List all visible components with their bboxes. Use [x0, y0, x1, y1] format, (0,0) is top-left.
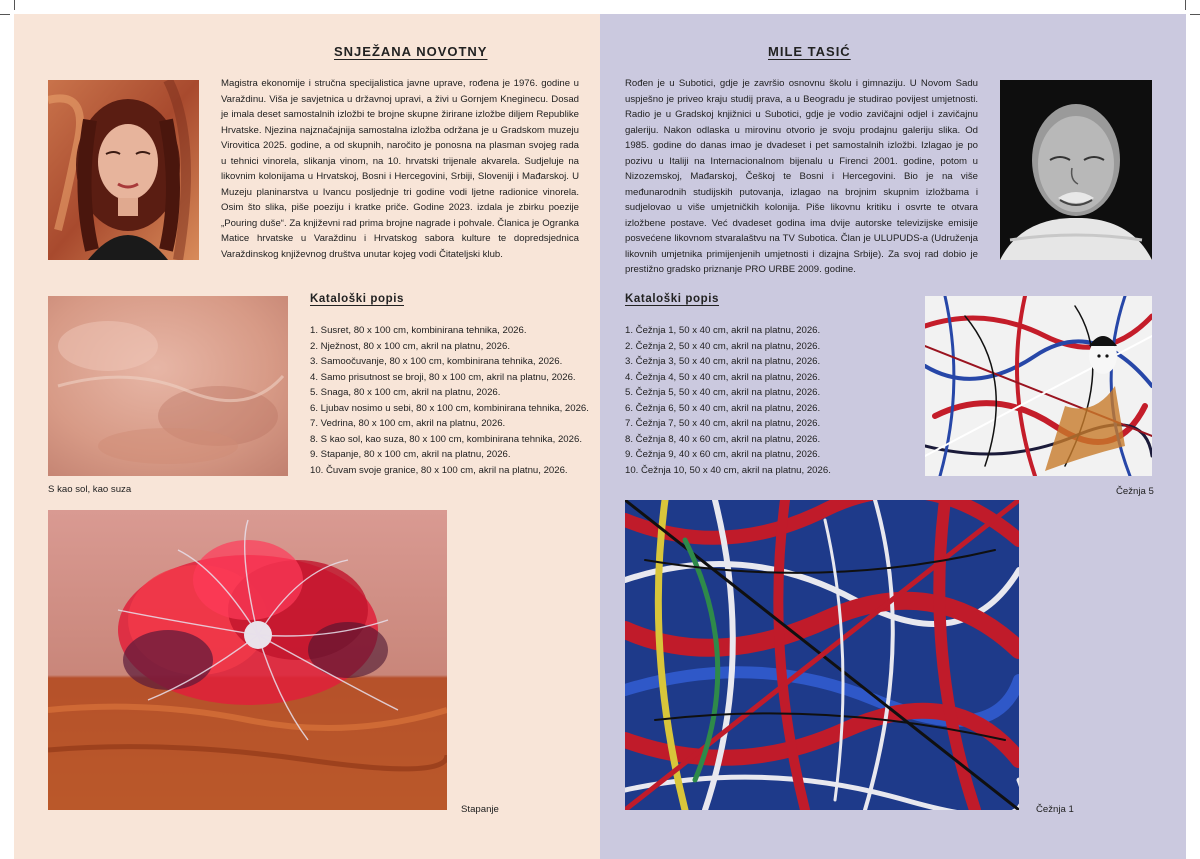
catalog-item: 10. Čežnja 10, 50 x 40 cm, akril na platnu, 2026.: [625, 464, 831, 476]
author-name-left: SNJEŽANA NOVOTNY: [334, 44, 488, 59]
catalog-item: 5. Čežnja 5, 50 x 40 cm, akril na platnu, 2026.: [625, 387, 821, 398]
author-portrait-left: [48, 80, 199, 260]
caption-stapanje: Stapanje: [461, 804, 499, 815]
catalog-item: 6. Čežnja 6, 50 x 40 cm, akril na platnu, 2026.: [625, 402, 821, 414]
catalog-item: 7. Vedrina, 80 x 100 cm, akril na platnu, 2026.: [310, 418, 506, 429]
author-portrait-right: [1000, 80, 1152, 260]
catalog-item: 1. Susret, 80 x 100 cm, kombinirana tehnika, 2026.: [310, 325, 527, 336]
crop-mark: [1190, 14, 1200, 15]
catalog-item: 3. Čežnja 3, 50 x 40 cm, akril na platnu, 2026.: [625, 356, 821, 367]
catalog-list-right: [625, 323, 910, 478]
catalog-item: 10. Čuvam svoje granice, 80 x 100 cm, akril na platnu, 2026.: [310, 464, 568, 476]
caption-ceznja-5: Čežnja 5: [1116, 486, 1154, 497]
catalog-item: 6. Ljubav nosimo u sebi, 80 x 100 cm, kombinirana tehnika, 2026.: [310, 402, 589, 414]
crop-mark: [14, 0, 15, 10]
catalog-item: 1. Čežnja 1, 50 x 40 cm, akril na platnu, 2026.: [625, 325, 821, 336]
painting-s-kao-sol: [48, 296, 288, 476]
catalog-item: 5. Snaga, 80 x 100 cm, akril na platnu, 2026.: [310, 387, 501, 398]
catalog-item: 9. Čežnja 9, 40 x 60 cm, akril na platnu, 2026.: [625, 449, 821, 460]
author-bio-left: Magistra ekonomije i stručna specijalistica javne uprave, rođena je 1976. godine u Varaždinu. Viša je savjetnica u državnoj upravi, a živi u Gornjem Kneginecu. Dosad je imala deset samostalnih izložbi te brojne skupne žirirane izložbe diljem Republike Hrvatske. Njezina najznačajnija samostalna izložba održana je u Gradskom muzeju Virovitica 2025. godine, a od skupnih, naročito je ponosna na plasman svojeg rada u tehnici vinorela, slikanja vinom, na 10. hrvatski trijenale akvarela. Sudjeluje na likovnim kolonijama u Hrvatskoj, Bosni i Hercegovini, Srbiji, Sloveniji i Mađarskoj. U Muzeju planinarstva u Ivancu posljednje tri godine vodi ljetne radionice vinorela. Osim što slika, piše poeziju i kratke priče. Godine 2023. izdala je zbirku poezije „Pouring duše“. Za književni rad prima brojne nagrade i pohvale. Članica je Ogranka Matice hrvatske u Varaždinu i Hrvatskog sabora kulture te dopredsjednica Varaždinskog književnog društva unutar kojeg vodi Čitateljski klub.: [221, 78, 579, 260]
painting-ceznja-1: [625, 500, 1019, 810]
crop-mark: [0, 14, 10, 15]
catalog-item: 9. Stapanje, 80 x 100 cm, akril na platnu, 2026.: [310, 449, 511, 460]
painting-ceznja-5: [925, 296, 1152, 476]
catalog-title-left: Kataloški popis: [310, 293, 404, 305]
author-bio-right: Rođen je u Subotici, gdje je završio osnovnu školu i gimnaziju. U Novom Sadu uspješno je priveo kraju studij prava, a u Beogradu je studirao povijest umjetnosti. Radio je u Gradskoj knjižnici u Subotici, gdje je vodio zavičajni odjel i zavičajnu galeriju. Nakon odlaska u mirovinu otvorio je svoju prodajnu galeriju slika. Od 1985. godine do danas imao je dvadeset i pet samostalnih izložbi. Izlagao je po pozivu u Italiji na Internacionalnom bijenalu u Firenci 2001. godine, potom u Nizozemskoj, Mađarskoj, Češkoj te Bosni i Hercegovini. Bio je na više međunarodnih studijskih putovanja, izlagao na brojnim skupnim izložbama i sudjelovao u više umjetničkih kolonija. Piše likovnu kritiku i osvrte te otvara izložbene postave. Već dvadeset godina ima dvije autorske televizijske emisije posvećene likovnom stvaralaštvu na TV Subotica. Član je ULUPUDS-a (Udruženja likovnih umjetnika primijenjenih umjetnosti i dizajna Srbije). Za svoj rad dobio je prestižno gradsko priznanje PRO URBE 2009. godine.: [625, 78, 978, 275]
author-name-right: MILE TASIĆ: [768, 44, 851, 59]
catalog-title-right: Kataloški popis: [625, 293, 719, 305]
catalog-item: 4. Samo prisutnost se broji, 80 x 100 cm, akril na platnu, 2026.: [310, 371, 576, 383]
catalog-item: 7. Čežnja 7, 50 x 40 cm, akril na platnu, 2026.: [625, 418, 821, 429]
caption-ceznja-1: Čežnja 1: [1036, 804, 1074, 815]
caption-s-kao-sol: S kao sol, kao suza: [48, 484, 132, 495]
catalog-item: 4. Čežnja 4, 50 x 40 cm, akril na platnu, 2026.: [625, 371, 821, 383]
painting-stapanje: [48, 510, 447, 810]
catalog-item: 2. Čežnja 2, 50 x 40 cm, akril na platnu, 2026.: [625, 340, 821, 352]
catalog-item: 2. Nježnost, 80 x 100 cm, akril na platnu, 2026.: [310, 340, 510, 352]
catalog-item: 8. Čežnja 8, 40 x 60 cm, akril na platnu, 2026.: [625, 433, 821, 445]
catalog-list-left: [310, 323, 595, 478]
catalog-item: 3. Samoočuvanje, 80 x 100 cm, kombinirana tehnika, 2026.: [310, 356, 563, 367]
crop-mark: [1185, 0, 1186, 10]
catalog-item: 8. S kao sol, kao suza, 80 x 100 cm, kombinirana tehnika, 2026.: [310, 433, 582, 445]
